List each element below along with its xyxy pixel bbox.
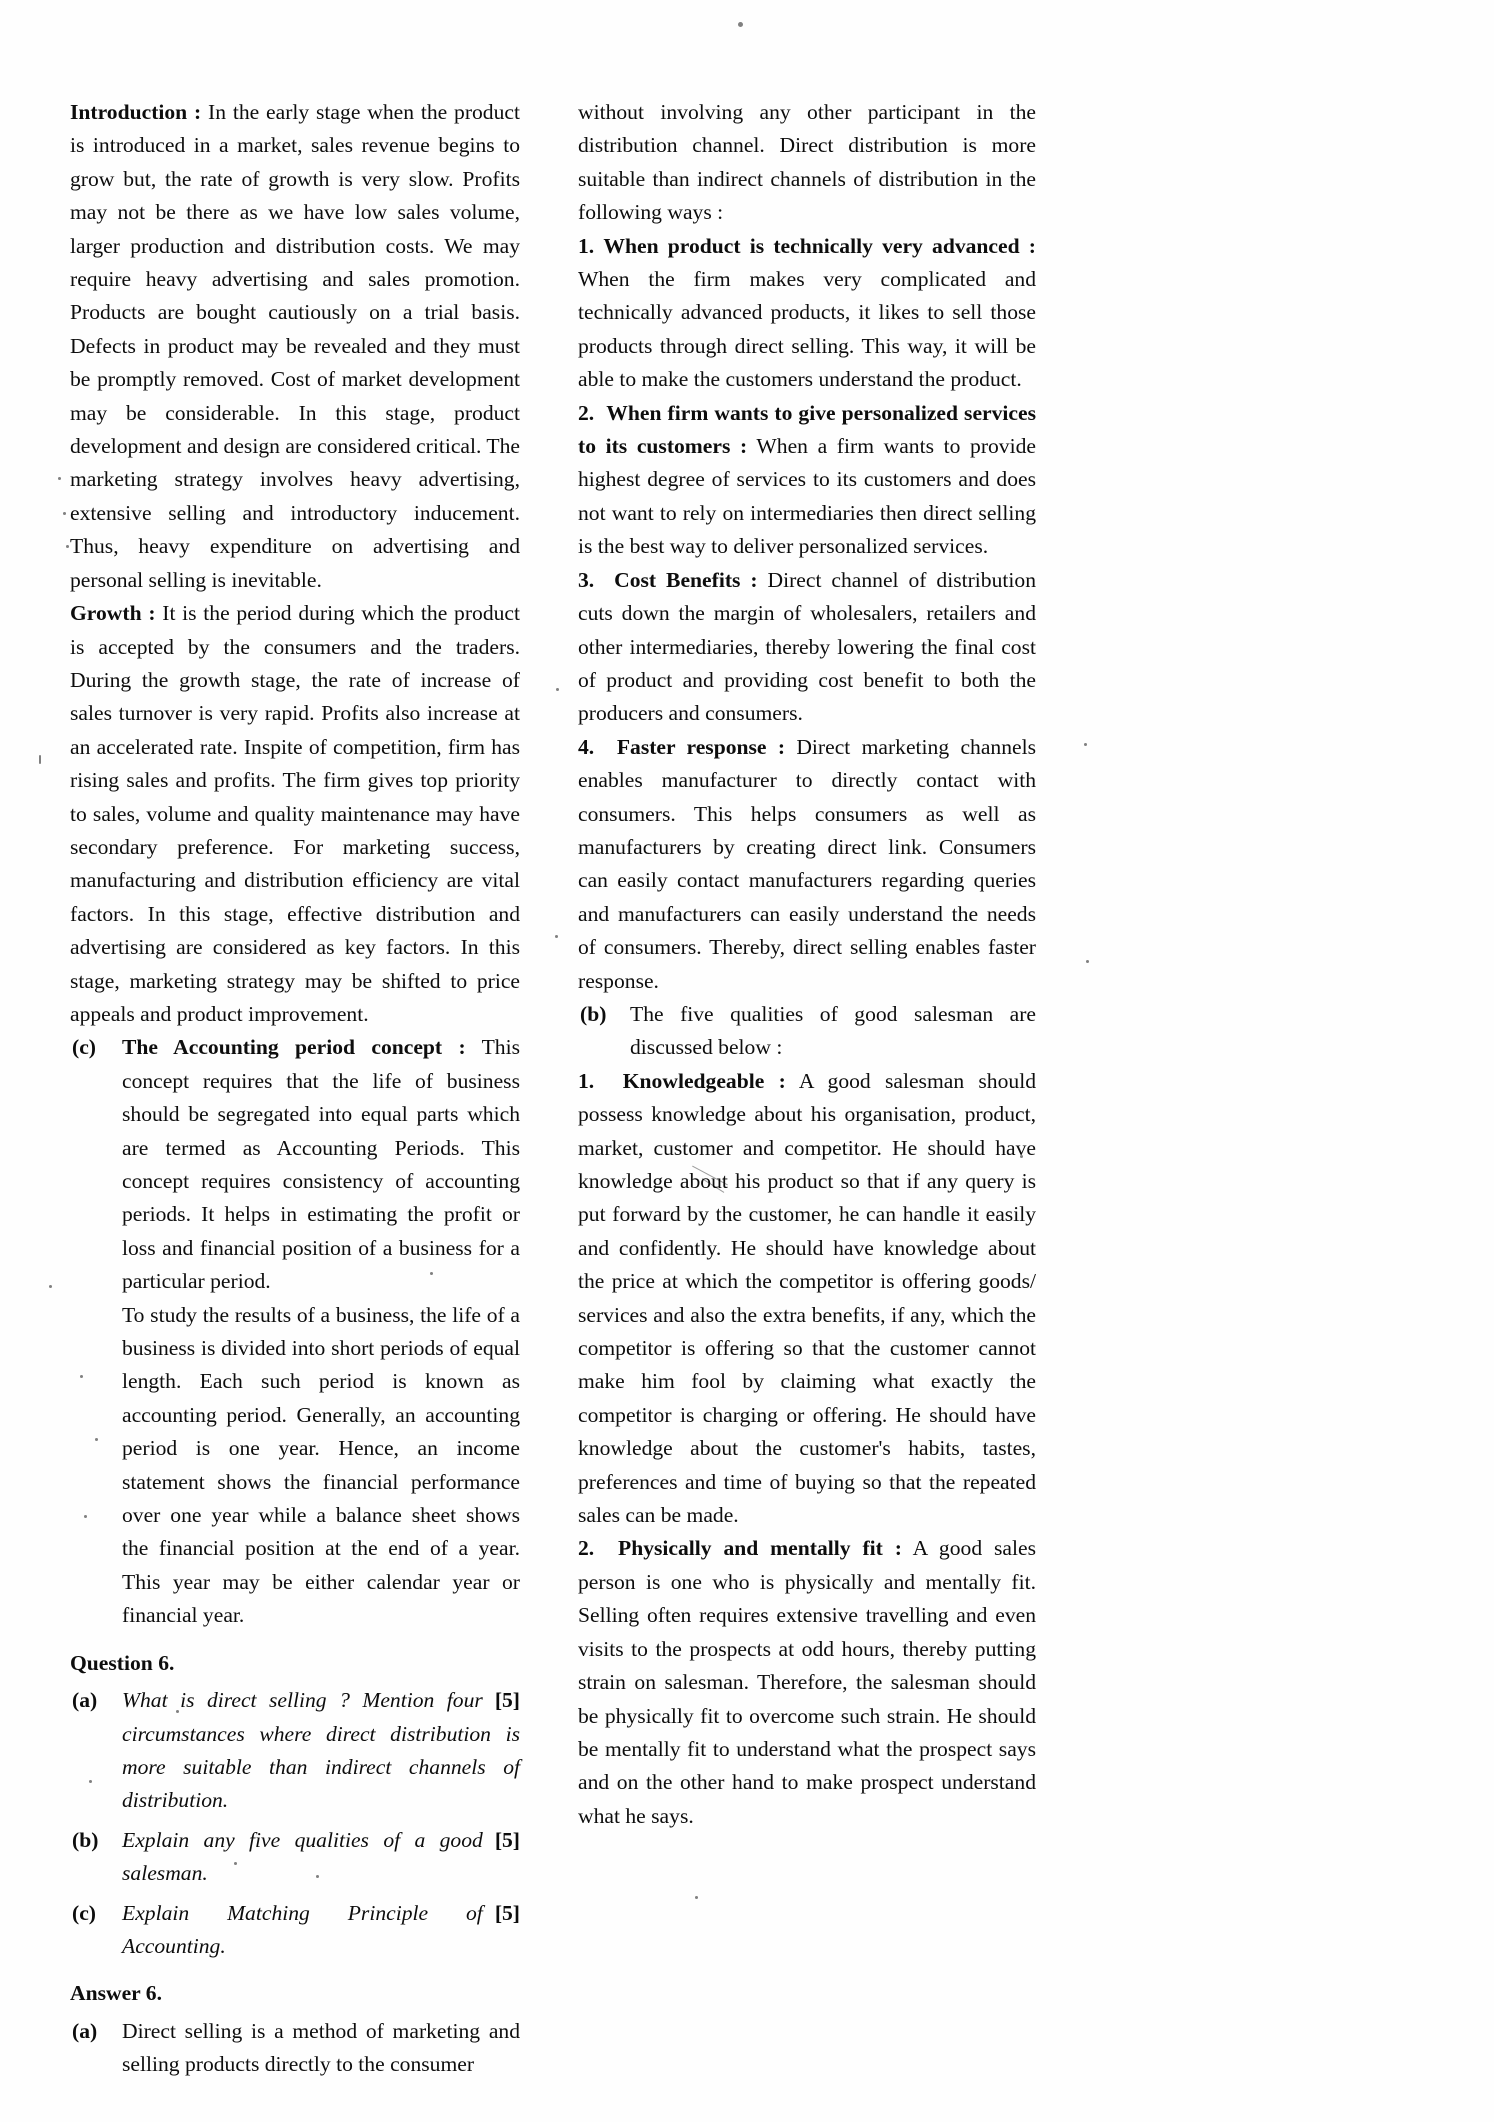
quality-1-number: 1.	[578, 1068, 595, 1093]
numbered-point-1	[578, 230, 1036, 397]
point-3-lead: Cost Benefits :	[614, 567, 758, 592]
point-2-lead: When firm wants to give personalized services to its customers :	[578, 400, 1036, 459]
item-b-marker: (b)	[580, 1001, 607, 1026]
numbered-point-4	[578, 731, 1036, 998]
left-column	[70, 96, 520, 2082]
item-c-para2: To study the results of a business, the life of a business is divided into short periods of equal length. Each such period is known as accounting period. Generally, an accounting period is one year. Hence, an income statement shows the financial performance over one year while a balance sheet shows the financial position at the end of a year. This year may be either calendar year or financial year.	[122, 1302, 520, 1628]
question-a-body	[122, 1684, 520, 1818]
item-b-text: The five qualities of good salesman are discussed below :	[630, 1001, 1036, 1060]
item-b-row	[578, 998, 1036, 1065]
quality-1-text: A good salesman should possess knowledge about his organisation, product, market, customer and competitor. He should have knowledge about his product so that if any query is put forward by the customer, he can handle it easily and confidently. He should have knowledge about the price at which the competitor is offering goods/ services and also the extra benefits, if any, which the competitor is offering so that the customer cannot make him fool by claiming what exactly the competitor is charging or offering. He should have knowledge about the customer's habits, tastes, preferences and time of buying so that the repeated sales can be made.	[578, 1068, 1036, 1528]
item-c-row	[70, 1031, 520, 1298]
point-2-number: 2.	[578, 400, 595, 425]
right-column	[578, 96, 1036, 2082]
answer-a-row	[70, 2015, 520, 2082]
continuation-paragraph: without involving any other participant in the distribution channel. Direct distribution is more suitable than indirect channels of distribution in the following ways :	[578, 100, 1036, 225]
quality-2-text: A good sales person is one who is physically and mentally fit. Selling often requires extensive travelling and even visits to the prospects at odd hours, thereby putting strain on salesman. Therefore, the salesman should be physically fit to overcome such strain. He should be mentally fit to understand what the prospect says and on the other hand to make prospect understand what he says.	[578, 1536, 1036, 1828]
item-c-body	[122, 1031, 520, 1298]
point-3-number: 3.	[578, 567, 595, 592]
quality-2-lead: Physically and mentally fit :	[618, 1536, 902, 1561]
question-c-marker: (c)	[72, 1900, 96, 1925]
point-4-text: Direct marketing channels enables manufacturer to directly contact with consumers. This helps consumers as well as manufacturers by creating direct link. Consumers can easily contact manufacturers regarding queries and manufacturers can easily understand the needs of consumers. Thereby, direct selling enables faster response.	[578, 734, 1037, 993]
item-c-marker: (c)	[72, 1035, 96, 1060]
point-3-text: Direct channel of distribution cuts down the margin of wholesalers, retailers and other intermediaries, thereby lowering the final cost of product and providing cost benefit to both the producers and consumers.	[578, 567, 1036, 726]
question-b-marks: [5]	[494, 1827, 520, 1852]
growth-lead: Growth :	[70, 601, 156, 626]
question-a-row	[70, 1684, 520, 1818]
quality-2-number: 2.	[578, 1536, 595, 1561]
item-c-text: This concept requires that the life of business should be segregated into equal parts which are termed as Accounting Periods. This concept requires consistency of accounting periods. It helps in estimating the profit or loss and financial position of a business for a particular period.	[122, 1035, 520, 1294]
paragraph-introduction	[70, 96, 520, 597]
question-c-body	[122, 1897, 520, 1964]
question-b-text: Explain any five qualities of a good salesman.	[122, 1827, 483, 1886]
point-1-lead: When product is technically very advanced :	[603, 233, 1036, 258]
answer-a-marker: (a)	[72, 2018, 98, 2043]
point-2-text: When a firm wants to provide highest degree of services to its customers and does not want to rely on intermediaries then direct selling is the best way to deliver personalized services.	[578, 434, 1036, 559]
question-c-marks: [5]	[494, 1900, 520, 1925]
answer-a-text: Direct selling is a method of marketing and selling products directly to the consumer	[122, 2018, 520, 2077]
numbered-point-3	[578, 564, 1036, 731]
point-1-text: When the firm makes very complicated and technically advanced products, it likes to sell those products through direct selling. This way, it will be able to make the customers understand the product.	[578, 267, 1036, 392]
question-b-marker: (b)	[72, 1827, 99, 1852]
quality-1-lead: Knowledgeable :	[622, 1068, 786, 1093]
question-a-marks: [5]	[494, 1688, 520, 1713]
item-c-lead: The Accounting period concept :	[122, 1035, 466, 1060]
scan-speck	[738, 22, 743, 27]
two-column-body	[0, 96, 1494, 2082]
question-c-text: Explain Matching Principle of Accounting.	[122, 1900, 483, 1958]
question-b-row	[70, 1824, 520, 1891]
introduction-lead: Introduction :	[70, 100, 202, 124]
paragraph-growth	[70, 597, 520, 1031]
point-4-lead: Faster response :	[616, 734, 786, 759]
growth-text: It is the period during which the product is accepted by the consumers and the traders. During the growth stage, the rate of increase of sales turnover is very rapid. Profits also increase at an accelerated rate. Inspite of competition, firm has rising sales and profits. The firm gives top priority to sales, volume and quality maintenance may have secondary preference. For marketing success, manufacturing and distribution efficiency are vital factors. In this stage, effective distribution and advertising are considered as key factors. In this stage, marketing strategy may be shifted to price appeals and product improvement.	[70, 601, 521, 1026]
point-4-number: 4.	[578, 734, 595, 759]
question-c-row	[70, 1897, 520, 1964]
point-1-number: 1.	[578, 233, 595, 258]
numbered-point-2	[578, 397, 1036, 564]
introduction-text: In the early stage when the product is introduced in a market, sales revenue begins to grow but, the rate of growth is very slow. Profits may not be there as we have low sales volume, larger production and distribution costs. We may require heavy advertising and sales promotion. Products are bought cautiously on a trial basis. Defects in product may be revealed and they must be promptly removed. Cost of market development may be considerable. In this stage, product development and design are considered critical. The marketing strategy involves heavy advertising, extensive selling and introductory inducement. Thus, heavy expenditure on advertising and personal selling is inevitable.	[70, 100, 520, 592]
quality-point-2	[578, 1532, 1036, 1833]
question-a-marker: (a)	[72, 1688, 98, 1713]
answer-heading: Answer 6.	[70, 1981, 162, 2006]
question-b-body	[122, 1824, 520, 1891]
quality-point-1	[578, 1065, 1036, 1533]
item-c-para2-row	[70, 1299, 520, 1633]
question-a-text: What is direct selling ? Mention four circumstances where direct distribution is more suitable than indirect channels of distribution.	[122, 1688, 520, 1813]
question-heading: Question 6.	[70, 1650, 175, 1675]
